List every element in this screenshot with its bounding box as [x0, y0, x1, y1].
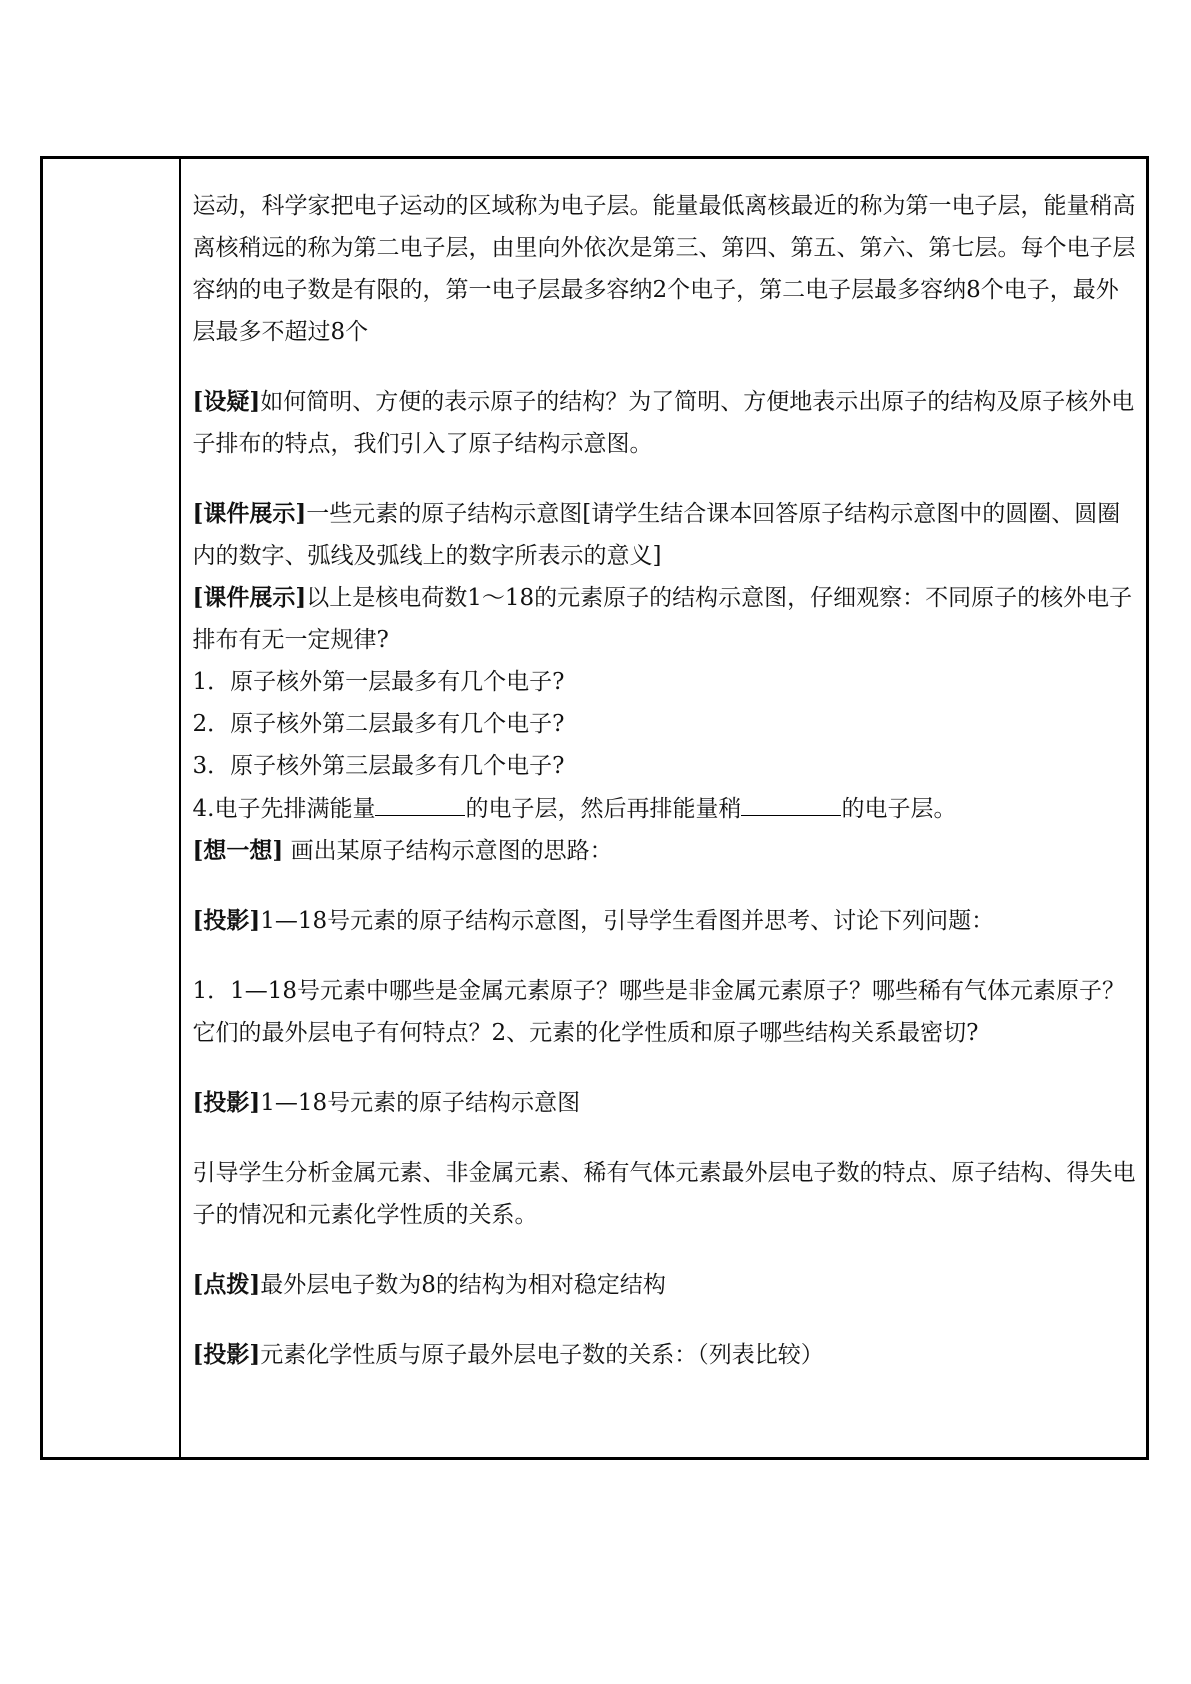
question-item-4: 4.电子先排满能量 的电子层，然后再排能量稍 的电子层。 — [193, 787, 1137, 830]
tag-label: [想一想] — [192, 837, 284, 864]
fill-blank — [375, 787, 465, 816]
left-column-cell — [42, 158, 180, 1459]
question-item-2: 2．原子核外第二层最多有几个电子? — [192, 711, 565, 737]
paragraph-question: [设疑]如何简明、方便的表示原子的结构？为了简明、方便地表示出原子的结构及原子核外电子排布的特点，我们引入了原子结构示意图。 — [192, 388, 1135, 457]
question-item-3: 3．原子核外第三层最多有几个电子? — [192, 753, 565, 779]
paragraph-think: [想一想] 画出某原子结构示意图的思路： — [192, 837, 613, 864]
tag-label: [课件展示] — [192, 584, 307, 611]
paragraph-projection-2: [投影]1—18号元素的原子结构示意图 — [192, 1089, 581, 1116]
paragraph-hint: [点拨]最外层电子数为8的结构为相对稳定结构 — [192, 1271, 666, 1298]
tag-label: [课件展示] — [192, 500, 307, 527]
tag-label: [投影] — [192, 1089, 261, 1116]
paragraph-discussion: 1．1—18号元素中哪些是金属元素原子？哪些是非金属元素原子？哪些稀有气体元素原子？它们的最外层电子有何特点？2、元素的化学性质和原子哪些结构关系最密切? — [192, 978, 1126, 1046]
tag-label: [投影] — [192, 907, 261, 934]
tag-label: [投影] — [192, 1341, 261, 1368]
paragraph-projection-3: [投影]元素化学性质与原子最外层电子数的关系：（列表比较） — [192, 1341, 824, 1368]
content-cell — [180, 158, 1148, 1459]
lesson-table — [40, 156, 1149, 1460]
paragraph-projection-1: [投影]1—18号元素的原子结构示意图，引导学生看图并思考、讨论下列问题： — [192, 907, 995, 934]
paragraph-guidance: 引导学生分析金属元素、非金属元素、稀有气体元素最外层电子数的特点、原子结构、得失电子的情况和元素化学性质的关系。 — [192, 1160, 1136, 1228]
fill-blank — [741, 787, 841, 816]
question-item-1: 1．原子核外第一层最多有几个电子? — [192, 669, 565, 695]
tag-label: [设疑] — [192, 388, 261, 415]
paragraph-courseware-1: [课件展示]一些元素的原子结构示意图[请学生结合课本回答原子结构示意图中的圆圈、圆圈内的数字、弧线及弧线上的数字所表示的意义] — [192, 500, 1121, 569]
paragraph-electron-shells: 运动，科学家把电子运动的区域称为电子层。能量最低离核最近的称为第一电子层，能量稍高离核稍远的称为第二电子层，由里向外依次是第三、第四、第五、第六、第七层。每个电子层容纳的电子数是有限的，第一电子层最多容纳2个电子，第二电子层最多容纳8个电子，最外层最多不超过8个 — [192, 193, 1136, 345]
tag-label: [点拨] — [192, 1271, 261, 1298]
paragraph-courseware-2: [课件展示]以上是核电荷数1～18的元素原子的结构示意图，仔细观察：不同原子的核外电子排布有无一定规律? — [192, 584, 1133, 653]
